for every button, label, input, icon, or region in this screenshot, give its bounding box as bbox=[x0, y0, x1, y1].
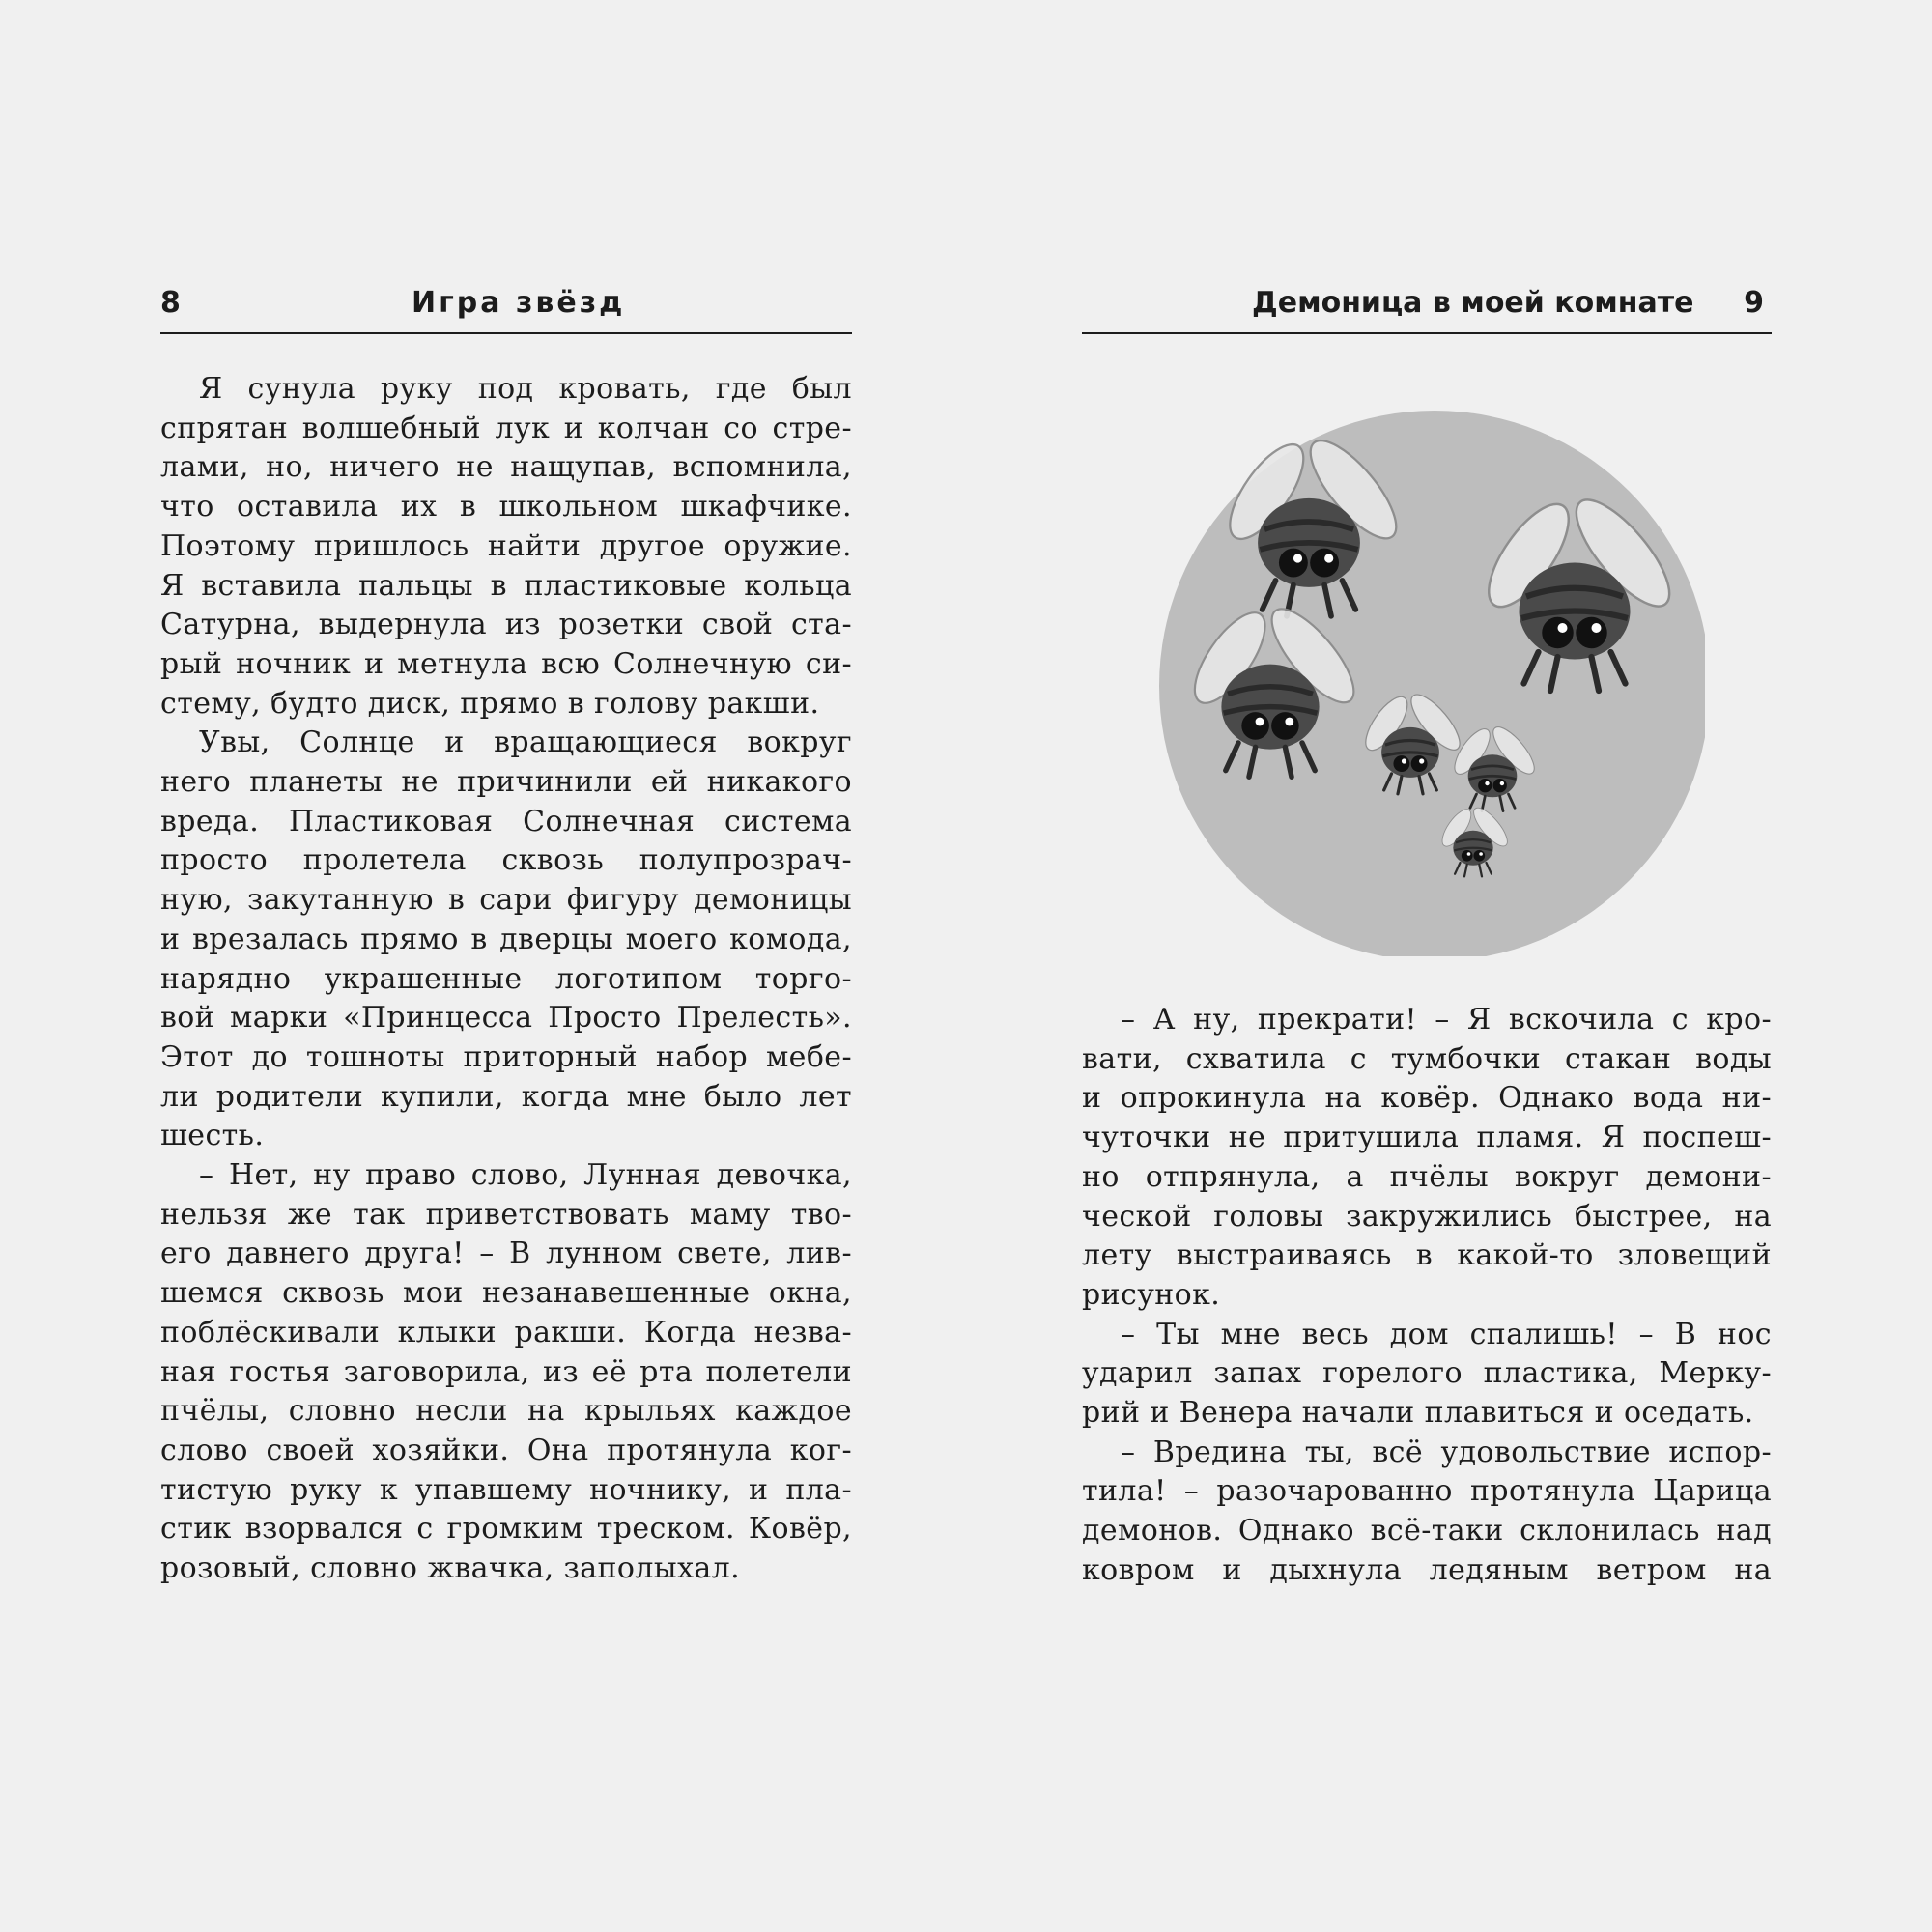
text-line: вреда. Пластиковая Солнечная система bbox=[160, 804, 852, 838]
text-line: тила! – разочарованно протянула Царица bbox=[1082, 1474, 1772, 1509]
text-line: ная гостья заговорила, из её рта полетели bbox=[160, 1354, 852, 1389]
text-line: ческой головы закружились быстрее, на bbox=[1082, 1199, 1772, 1234]
text-line: демонов. Однако всё-таки склонилась над bbox=[1082, 1514, 1772, 1548]
text-line: но отпрянула, а пчёлы вокруг демони- bbox=[1082, 1159, 1772, 1194]
text-line: – Ты мне весь дом спалишь! – В нос bbox=[1121, 1317, 1772, 1351]
text-line: шесть. bbox=[160, 1119, 265, 1153]
text-line: рисунок. bbox=[1082, 1277, 1221, 1312]
body-text bbox=[160, 370, 852, 1589]
text-line: и врезалась прямо в дверцы моего комода, bbox=[160, 922, 852, 956]
text-line: просто пролетела сквозь полупрозрач- bbox=[160, 843, 852, 878]
text-line: Этот до тошноты приторный набор мебе- bbox=[160, 1039, 852, 1074]
text-line: ли родители купили, когда мне было лет bbox=[160, 1079, 852, 1114]
text-line: поблёскивали клыки ракши. Когда незва- bbox=[160, 1315, 852, 1350]
text-line: ковром и дыхнула ледяным ветром на bbox=[1082, 1552, 1772, 1587]
text-line: ную, закутанную в сари фигуру демоницы bbox=[160, 883, 852, 918]
text-line: пчёлы, словно несли на крыльях каждое bbox=[160, 1394, 852, 1429]
text-line: шемся сквозь мои незанавешенные окна, bbox=[160, 1276, 852, 1311]
text-line: чуточки не притушила пламя. Я поспеш- bbox=[1082, 1121, 1772, 1155]
text-line: Сатурна, выдернула из розетки свой ста- bbox=[160, 608, 852, 642]
text-line: Поэтому пришлось найти другое оружие. bbox=[160, 528, 852, 563]
text-line: розовый, словно жвачка, заполыхал. bbox=[160, 1551, 741, 1586]
running-head-right bbox=[1082, 282, 1772, 334]
right-page bbox=[966, 0, 1932, 1932]
text-line: лету выстраиваясь в какой-то зловещий bbox=[1082, 1238, 1772, 1273]
text-line: нарядно украшенные логотипом торго- bbox=[160, 961, 852, 996]
text-line: – Вредина ты, всё удовольствие испор- bbox=[1121, 1435, 1772, 1469]
text-line: и опрокинула на ковёр. Однако вода ни- bbox=[1082, 1081, 1772, 1116]
text-line: Я вставила пальцы в пластиковые кольца bbox=[160, 568, 852, 603]
running-head-title: Демоница в моей комнате bbox=[1252, 286, 1694, 320]
running-head-title: Игра звёзд bbox=[412, 286, 626, 320]
text-line: что оставила их в школьном шкафчике. bbox=[160, 490, 852, 525]
text-line: нельзя же так приветствовать маму тво- bbox=[160, 1197, 852, 1232]
text-line: спрятан волшебный лук и колчан со стре- bbox=[160, 411, 852, 445]
text-line: стему, будто диск, прямо в голову ракши. bbox=[160, 686, 820, 721]
text-line: ударил запах горелого пластика, Мерку- bbox=[1082, 1356, 1772, 1391]
running-head-left bbox=[160, 282, 852, 334]
bees-illustration-icon bbox=[1145, 367, 1705, 956]
text-line: слово своей хозяйки. Она протянула ког- bbox=[160, 1433, 852, 1467]
text-line: стик взорвался с громким треском. Ковёр, bbox=[160, 1512, 852, 1547]
text-line: Я сунула руку под кровать, где был bbox=[199, 372, 852, 406]
text-line: вати, схватила с тумбочки стакан воды bbox=[1082, 1041, 1772, 1076]
text-line: лами, но, ничего не нащупав, вспомнила, bbox=[160, 450, 852, 485]
text-line: него планеты не причинили ей никакого bbox=[160, 765, 852, 800]
text-line: Увы, Солнце и вращающиеся вокруг bbox=[199, 725, 852, 760]
page-number: 8 bbox=[160, 286, 181, 320]
text-line: рый ночник и метнула всю Солнечную си- bbox=[160, 646, 852, 681]
text-line: – А ну, прекрати! – Я вскочила с кро- bbox=[1121, 1003, 1772, 1037]
text-line: – Нет, ну право слово, Лунная девочка, bbox=[199, 1158, 852, 1193]
body-text bbox=[1082, 1001, 1772, 1591]
page-number: 9 bbox=[1744, 286, 1764, 320]
text-line: рий и Венера начали плавиться и оседать. bbox=[1082, 1396, 1754, 1431]
text-line: тистую руку к упавшему ночнику, и пла- bbox=[160, 1472, 852, 1507]
text-line: вой марки «Принцесса Просто Прелесть». bbox=[160, 1001, 852, 1036]
text-line: его давнего друга! – В лунном свете, лив- bbox=[160, 1236, 852, 1271]
